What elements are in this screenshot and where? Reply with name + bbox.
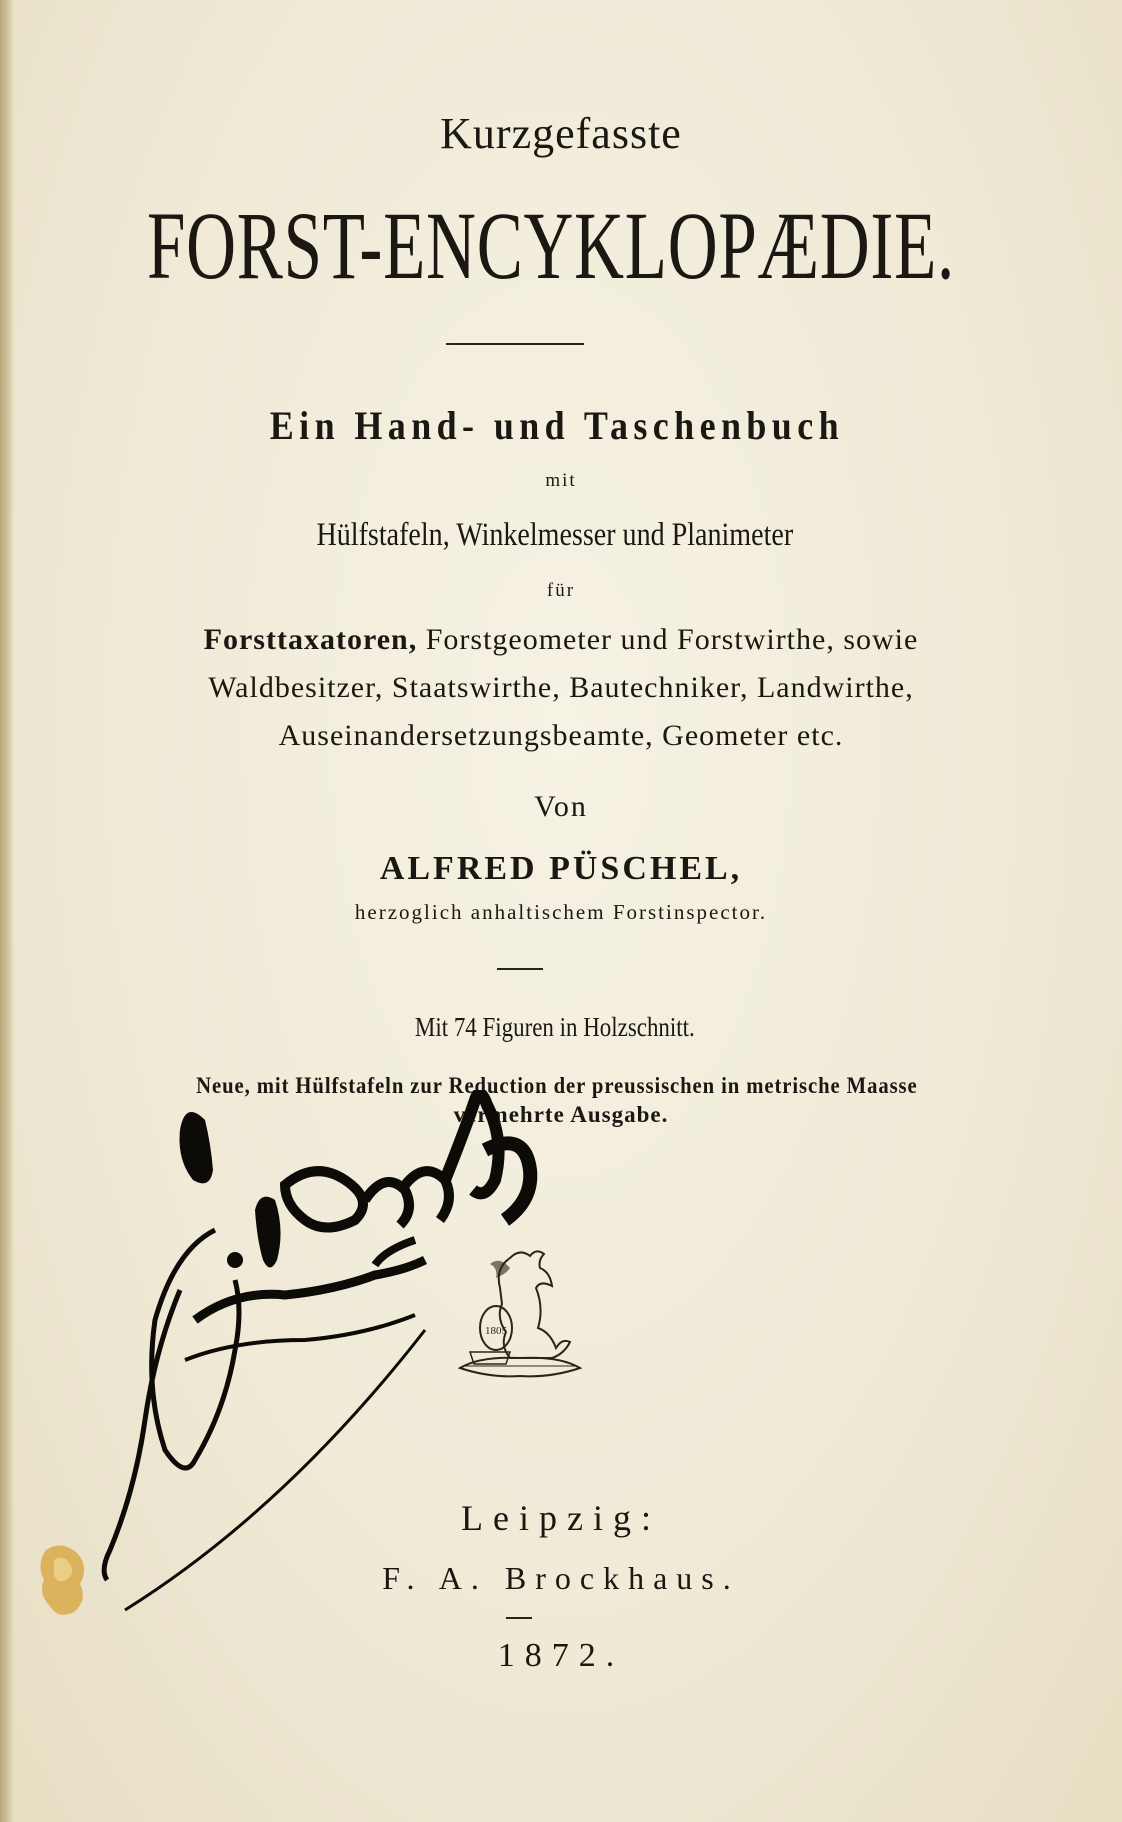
audience-line-1-rest: Forstgeometer und Forstwirthe, sowie: [417, 623, 919, 656]
publication-city: Leipzig:: [461, 1498, 661, 1538]
edition-line-1: Neue, mit Hülfstafeln zur Reduction der preussischen in metrische Maasse: [196, 1073, 918, 1098]
author-name: ALFRED PÜSCHEL,: [379, 850, 743, 887]
tables-line: Hülfstafeln, Winkelmesser und Planimeter: [316, 517, 794, 553]
by-label: Von: [534, 790, 588, 823]
publisher-name: F. A. Brockhaus.: [382, 1560, 740, 1596]
author-title: herzoglich anhaltischem Forstinspector.: [354, 900, 768, 924]
publication-year: 1872.: [497, 1637, 625, 1674]
audience-bold: Forsttaxatoren,: [203, 623, 418, 656]
conjunction-fuer: für: [546, 580, 576, 601]
audience-line-3: Auseinandersetzungsbeamte, Geometer etc.: [278, 719, 844, 752]
divider-rule: [506, 1617, 532, 1619]
ink-signature-icon: [85, 1090, 645, 1630]
divider-rule: [497, 968, 543, 970]
figures-note: Mit 74 Figuren in Holzschnitt.: [414, 1012, 695, 1042]
audience-line-2: Waldbesitzer, Staatswirthe, Bautechniker, Landwirthe,: [208, 671, 914, 704]
audience-line-1: [0, 623, 1122, 657]
divider-rule: [446, 343, 584, 345]
conjunction-mit: mit: [545, 470, 577, 491]
emblem-year: 1805: [485, 1325, 507, 1337]
title-prefix: Kurzgefasste: [440, 109, 682, 158]
subtitle: Ein Hand- und Taschenbuch: [269, 403, 845, 448]
edition-line-2: vermehrte Ausgabe.: [453, 1102, 669, 1127]
main-title: FORST-ENCYKLOPÆDIE.: [147, 192, 956, 299]
